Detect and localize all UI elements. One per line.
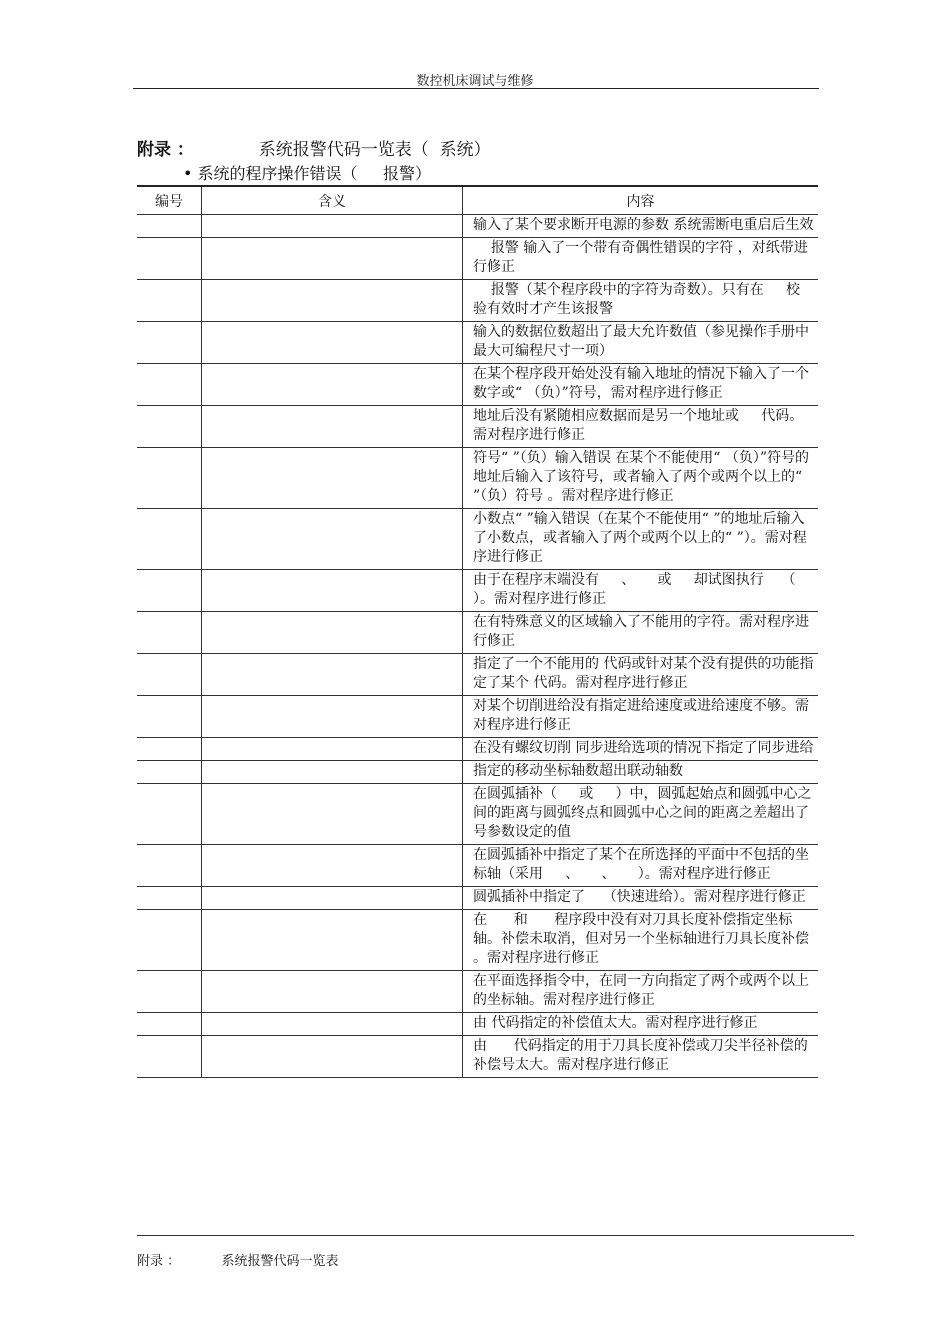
alarm-number-cell [137,1036,202,1078]
alarm-content-cell: 小数点“ ”输入错误（在某个不能使用“ ”的地址后输入了小数点，或者输入了两个或两个以上的“ ”）。需对程序进行修正 [463,509,819,570]
alarm-content-cell: 对某个切削进给没有指定进给速度或进给速度不够。需对程序进行修正 [463,696,819,738]
alarm-content-cell: 在圆弧插补（ 或 ）中，圆弧起始点和圆弧中心之间的距离与圆弧终点和圆弧中心之间的距离之差超出了 号参数设定的值 [463,784,819,845]
alarm-meaning-cell [202,570,463,612]
alarm-content-cell: 输入的数据位数超出了最大允许数值（参见操作手册中最大可编程尺寸一项） [463,322,819,364]
alarm-number-cell [137,280,202,322]
alarm-number-cell [137,784,202,845]
table-row [137,654,818,696]
alarm-meaning-cell [202,845,463,887]
alarm-number-cell [137,845,202,887]
alarm-number-cell [137,1013,202,1036]
table-row [137,215,818,238]
table-row [137,406,818,448]
table-row [137,845,818,887]
alarm-meaning-cell [202,971,463,1013]
table-row [137,696,818,738]
alarm-content-cell: 地址后没有紧随相应数据而是另一个地址或 代码。需对程序进行修正 [463,406,819,448]
header-rule [133,88,819,89]
table-row [137,570,818,612]
alarm-number-cell [137,696,202,738]
alarm-number-cell [137,238,202,280]
alarm-content-cell: 在某个程序段开始处没有输入地址的情况下输入了一个数字或“ （负）”符号，需对程序进行修正 [463,364,819,406]
alarm-number-cell [137,509,202,570]
table-row [137,509,818,570]
column-header-content: 内容 [463,186,819,215]
alarm-content-cell: 指定了一个不能用的 代码或针对某个没有提供的功能指定了某个 代码。需对程序进行修正 [463,654,819,696]
alarm-meaning-cell [202,696,463,738]
alarm-code-table [137,185,832,1078]
alarm-number-cell [137,570,202,612]
appendix-title [137,135,491,160]
alarm-content-cell: 报警 输入了一个带有奇偶性错误的字符 ，对纸带进行修正 [463,238,819,280]
column-header-meaning: 含义 [202,186,463,215]
table-row [137,887,818,910]
alarm-content-cell: 在圆弧插补中指定了某个在所选择的平面中不包括的坐标轴（采用 、 、 ）。需对程序进行修正 [463,845,819,887]
footer-label: 附录 ： [137,1254,181,1269]
appendix-label: 附录 ： [137,140,194,160]
alarm-content-cell: 指定的移动坐标轴数超出联动轴数 [463,761,819,784]
alarm-content-cell: 报警（某个程序段中的字符为奇数）。只有在 校验有效时才产生该报警 [463,280,819,322]
alarm-meaning-cell [202,448,463,509]
alarm-meaning-cell [202,509,463,570]
alarm-meaning-cell [202,612,463,654]
alarm-content-cell: 圆弧插补中指定了 （快速进给）。需对程序进行修正 [463,887,819,910]
alarm-content-cell: 在有特殊意义的区域输入了不能用的字符。需对程序进行修正 [463,612,819,654]
table-row [137,1036,818,1078]
alarm-meaning-cell [202,215,463,238]
alarm-meaning-cell [202,280,463,322]
footer-text: 系统报警代码一览表 [221,1254,339,1269]
alarm-content-cell: 在 和 程序段中没有对刀具长度补偿指定坐标轴。补偿未取消，但对另一个坐标轴进行刀具长度补偿 。需对程序进行修正 [463,910,819,971]
alarm-meaning-cell [202,784,463,845]
alarm-number-cell [137,406,202,448]
alarm-meaning-cell [202,238,463,280]
table-row [137,364,818,406]
alarm-content-cell: 由于在程序末端没有 、 或 却试图执行 （ ）。需对程序进行修正 [463,570,819,612]
table-row [137,612,818,654]
footer-rule [137,1235,854,1236]
alarm-content-cell: 在平面选择指令中，在同一方向指定了两个或两个以上的坐标轴。需对程序进行修正 [463,971,819,1013]
table-row [137,322,818,364]
page-header: 数控机床调试与维修 [416,74,534,89]
table-row [137,1013,818,1036]
alarm-number-cell [137,971,202,1013]
alarm-meaning-cell [202,364,463,406]
alarm-meaning-cell [202,910,463,971]
table-row [137,448,818,509]
alarm-number-cell [137,738,202,761]
alarm-number-cell [137,322,202,364]
alarm-meaning-cell [202,1013,463,1036]
alarm-meaning-cell [202,738,463,761]
alarm-meaning-cell [202,322,463,364]
table-header-row [137,186,818,215]
alarm-meaning-cell [202,887,463,910]
appendix-title-text: 系统报警代码一览表（ 系统） [258,140,491,160]
table-row [137,761,818,784]
alarm-meaning-cell [202,406,463,448]
alarm-content-cell: 符号“ ”（负）输入错误 在某个不能使用“ （负）”符号的地址后输入了该符号，或者输入了两个或两个以上的“ ”（负）符号 。需对程序进行修正 [463,448,819,509]
table-row [137,910,818,971]
alarm-number-cell [137,910,202,971]
table-row [137,280,818,322]
alarm-meaning-cell [202,761,463,784]
alarm-number-cell [137,364,202,406]
alarm-number-cell [137,215,202,238]
page-footer [137,1250,338,1269]
alarm-meaning-cell [202,654,463,696]
alarm-meaning-cell [202,1036,463,1078]
table-row [137,238,818,280]
alarm-content-cell: 由 代码指定的补偿值太大。需对程序进行修正 [463,1013,819,1036]
column-header-number: 编号 [137,186,202,215]
alarm-number-cell [137,448,202,509]
alarm-number-cell [137,612,202,654]
alarm-number-cell [137,654,202,696]
alarm-content-cell: 在没有螺纹切削 同步进给选项的情况下指定了同步进给 [463,738,819,761]
alarm-content-cell: 由 代码指定的用于刀具长度补偿或刀尖半径补偿的补偿号太大。需对程序进行修正 [463,1036,819,1078]
alarm-table-body [137,215,832,1078]
alarm-number-cell [137,887,202,910]
table-row [137,738,818,761]
alarm-number-cell [137,761,202,784]
section-subtitle: • 系统的程序操作错误（ 报警） [183,164,431,183]
table-row [137,784,818,845]
alarm-content-cell: 输入了某个要求断开电源的参数 系统需断电重启后生效 [463,215,819,238]
table-row [137,971,818,1013]
